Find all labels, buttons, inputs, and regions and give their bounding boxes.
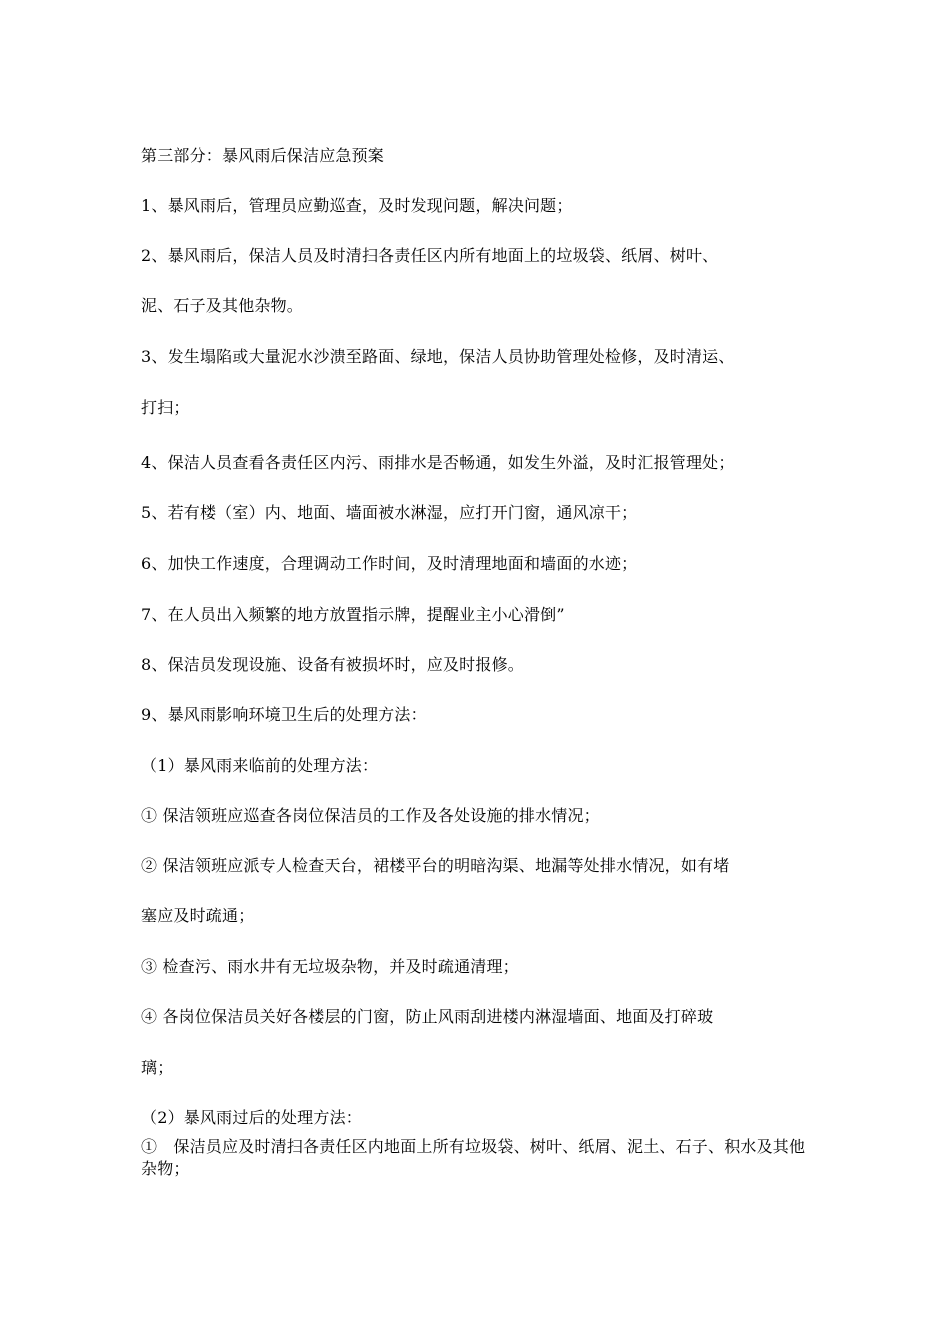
- paragraph-line: 塞应及时疏通；: [141, 906, 255, 925]
- paragraph-line: 打扫；: [141, 398, 190, 417]
- paragraph-line: ① 保洁员应及时清扫各责任区内地面上所有垃圾袋、树叶、纸屑、泥土、石子、积水及其他杂物；: [141, 1137, 806, 1178]
- paragraph-line: 4、保洁人员查看各责任区内污、雨排水是否畅通，如发生外溢，及时汇报管理处；: [141, 453, 735, 472]
- paragraph-line: 3、发生塌陷或大量泥水沙溃至路面、绿地，保洁人员协助管理处检修，及时清运、: [141, 347, 735, 366]
- paragraph-line: ④ 各岗位保洁员关好各楼层的门窗，防止风雨刮进楼内淋湿墙面、地面及打碎玻: [141, 1007, 714, 1026]
- subheading-line: （2）暴风雨过后的处理方法：: [141, 1108, 362, 1127]
- paragraph-line: 泥、石子及其他杂物。: [141, 296, 304, 315]
- paragraph-line: 8、保洁员发现设施、设备有被损坏时，应及时报修。: [141, 655, 524, 674]
- paragraph-line: 9、暴风雨影响环境卫生后的处理方法：: [141, 705, 427, 724]
- paragraph-line: 5、若有楼（室）内、地面、墙面被水淋湿，应打开门窗，通风凉干；: [141, 503, 638, 522]
- paragraph-line: ① 保洁领班应巡查各岗位保洁员的工作及各处设施的排水情况；: [141, 806, 600, 825]
- paragraph-line: ③ 检查污、雨水井有无垃圾杂物，并及时疏通清理；: [141, 957, 519, 976]
- paragraph-line: 1、暴风雨后，管理员应勤巡查，及时发现问题，解决问题；: [141, 196, 573, 215]
- paragraph-line: ② 保洁领班应派专人检查天台，裙楼平台的明暗沟渠、地漏等处排水情况，如有堵: [141, 856, 730, 875]
- paragraph-line: 2、暴风雨后，保洁人员及时清扫各责任区内所有地面上的垃圾袋、纸屑、树叶、: [141, 246, 719, 265]
- document-title: 第三部分：暴风雨后保洁应急预案: [141, 146, 385, 165]
- paragraph-line: 6、加快工作速度，合理调动工作时间，及时清理地面和墙面的水迹；: [141, 554, 638, 573]
- paragraph-line: 7、在人员出入频繁的地方放置指示牌，提醒业主小心滑倒”: [141, 605, 565, 624]
- subheading-line: （1）暴风雨来临前的处理方法：: [141, 756, 379, 775]
- paragraph-line: 璃；: [141, 1058, 174, 1077]
